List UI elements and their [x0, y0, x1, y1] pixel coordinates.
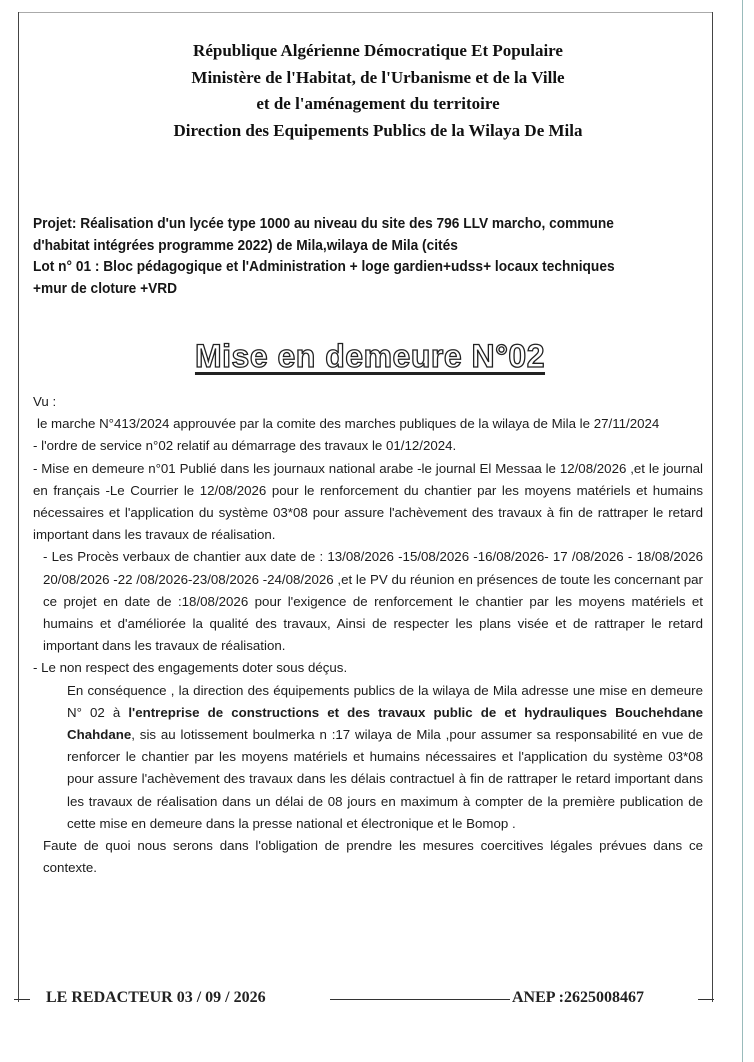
anep-number: ANEP :2625008467 — [512, 989, 644, 1006]
project-lot-line-2: +mur de cloture +VRD — [33, 280, 178, 297]
scan-edge-line — [742, 0, 743, 1062]
project-line-2: d'habitat intégrées programme 2022) de Mila,wilaya de Mila (cités — [33, 237, 458, 254]
consequence-text-a: En conséquence , la direction des équipements publics de la wilaya de Mila adresse une mise en demeure N° 02 à — [67, 682, 703, 720]
document-footer — [14, 988, 714, 1012]
header-ministry: Ministère de l'Habitat, de l'Urbanisme et de la Ville — [191, 67, 565, 87]
vu-item-marche: le marche N°413/2024 approuvée par la comite des marches publiques de la wilaya de Mila le 27/11/2024 — [37, 416, 660, 432]
vu-item-non-respect: - Le non respect des engagements doter sous déçus. — [33, 660, 348, 676]
vu-label: Vu : — [33, 394, 57, 409]
consequence-paragraph — [33, 680, 703, 835]
footer-left-rule — [14, 999, 30, 1000]
notice-title: Mise en demeure N°02 — [194, 338, 546, 374]
consequence-text-b: , sis au lotissement boulmerka n :17 wilaya de Mila ,pour assumer sa responsabilité en vue de renforcer le chantier par les moyens matériels et humains nécessaires et l'application du système 03*08 pour assure l'achèvement des travaux dans les délais contractuel à fin de rattraper le retard important dans les travaux de réalisation dans un délai de 08 jours en maximum à compter de la première publication de cette mise en demeure dans la presse national et électronique et le Bomop . — [67, 727, 703, 831]
redacteur-date: LE REDACTEUR 03 / 09 / 2026 — [46, 989, 266, 1006]
project-line-1: Projet: Réalisation d'un lycée type 1000 au niveau du site des 796 LLV marcho, commune — [33, 216, 614, 232]
footer-right-rule — [698, 999, 714, 1000]
contractor-name: l'entreprise de constructions et des travaux public de et hydrauliques Bouchehdane Chahdane — [67, 704, 703, 743]
vu-item-proces-verbaux: - Les Procès verbaux de chantier aux date de : 13/08/2026 -15/08/2026 -16/08/2026- 17 /08/2026 - 18/08/2026 20/08/2026 -22 /08/2026-23/08/2026 -24/08/2026 ,et le PV du réunion en présences de toute les concernant par ce projet en date de :18/08/2026 pour l'exigence de renforcement le chantier par les moyens matériels et humains et d'améliorée la qualité des travaux, Ainsi de respecter les plans visée et de rattraper le retard important dans les travaux de réalisation. — [43, 549, 703, 654]
project-lot-line-1: Lot n° 01 : Bloc pédagogique et l'Administration + loge gardien+udss+ locaux techniques — [33, 259, 615, 275]
project-block — [33, 214, 663, 300]
vu-item-mise-en-demeure-01: - Mise en demeure n°01 Publié dans les journaux national arabe -le journal El Messaa le 12/08/2026 ,et le journal en français -Le Courrier le 12/08/2026 pour le renforcement du chantier par les moyens matériels et humains nécessaires et l'application du système 03*08 pour assure l'achèvement des travaux à fin de rattraper le retard important dans les travaux de réalisation. — [33, 460, 703, 543]
document-header — [60, 38, 696, 144]
faute-paragraph: Faute de quoi nous serons dans l'obligation de prendre les mesures coercitives légales prévues dans ce contexte. — [43, 838, 703, 876]
notice-body — [33, 391, 703, 879]
header-ministry-cont: et de l'aménagement du territoire — [256, 94, 500, 113]
header-republic: République Algérienne Démocratique Et Populaire — [193, 41, 563, 60]
frame-right-border — [712, 12, 713, 1002]
footer-middle-rule — [330, 999, 510, 1000]
frame-left-border — [18, 12, 19, 1002]
frame-top-border — [18, 12, 712, 13]
header-direction: Direction des Equipements Publics de la Wilaya De Mila — [173, 120, 583, 140]
vu-item-ordre-service: - l'ordre de service n°02 relatif au démarrage des travaux le 01/12/2024. — [33, 438, 457, 454]
